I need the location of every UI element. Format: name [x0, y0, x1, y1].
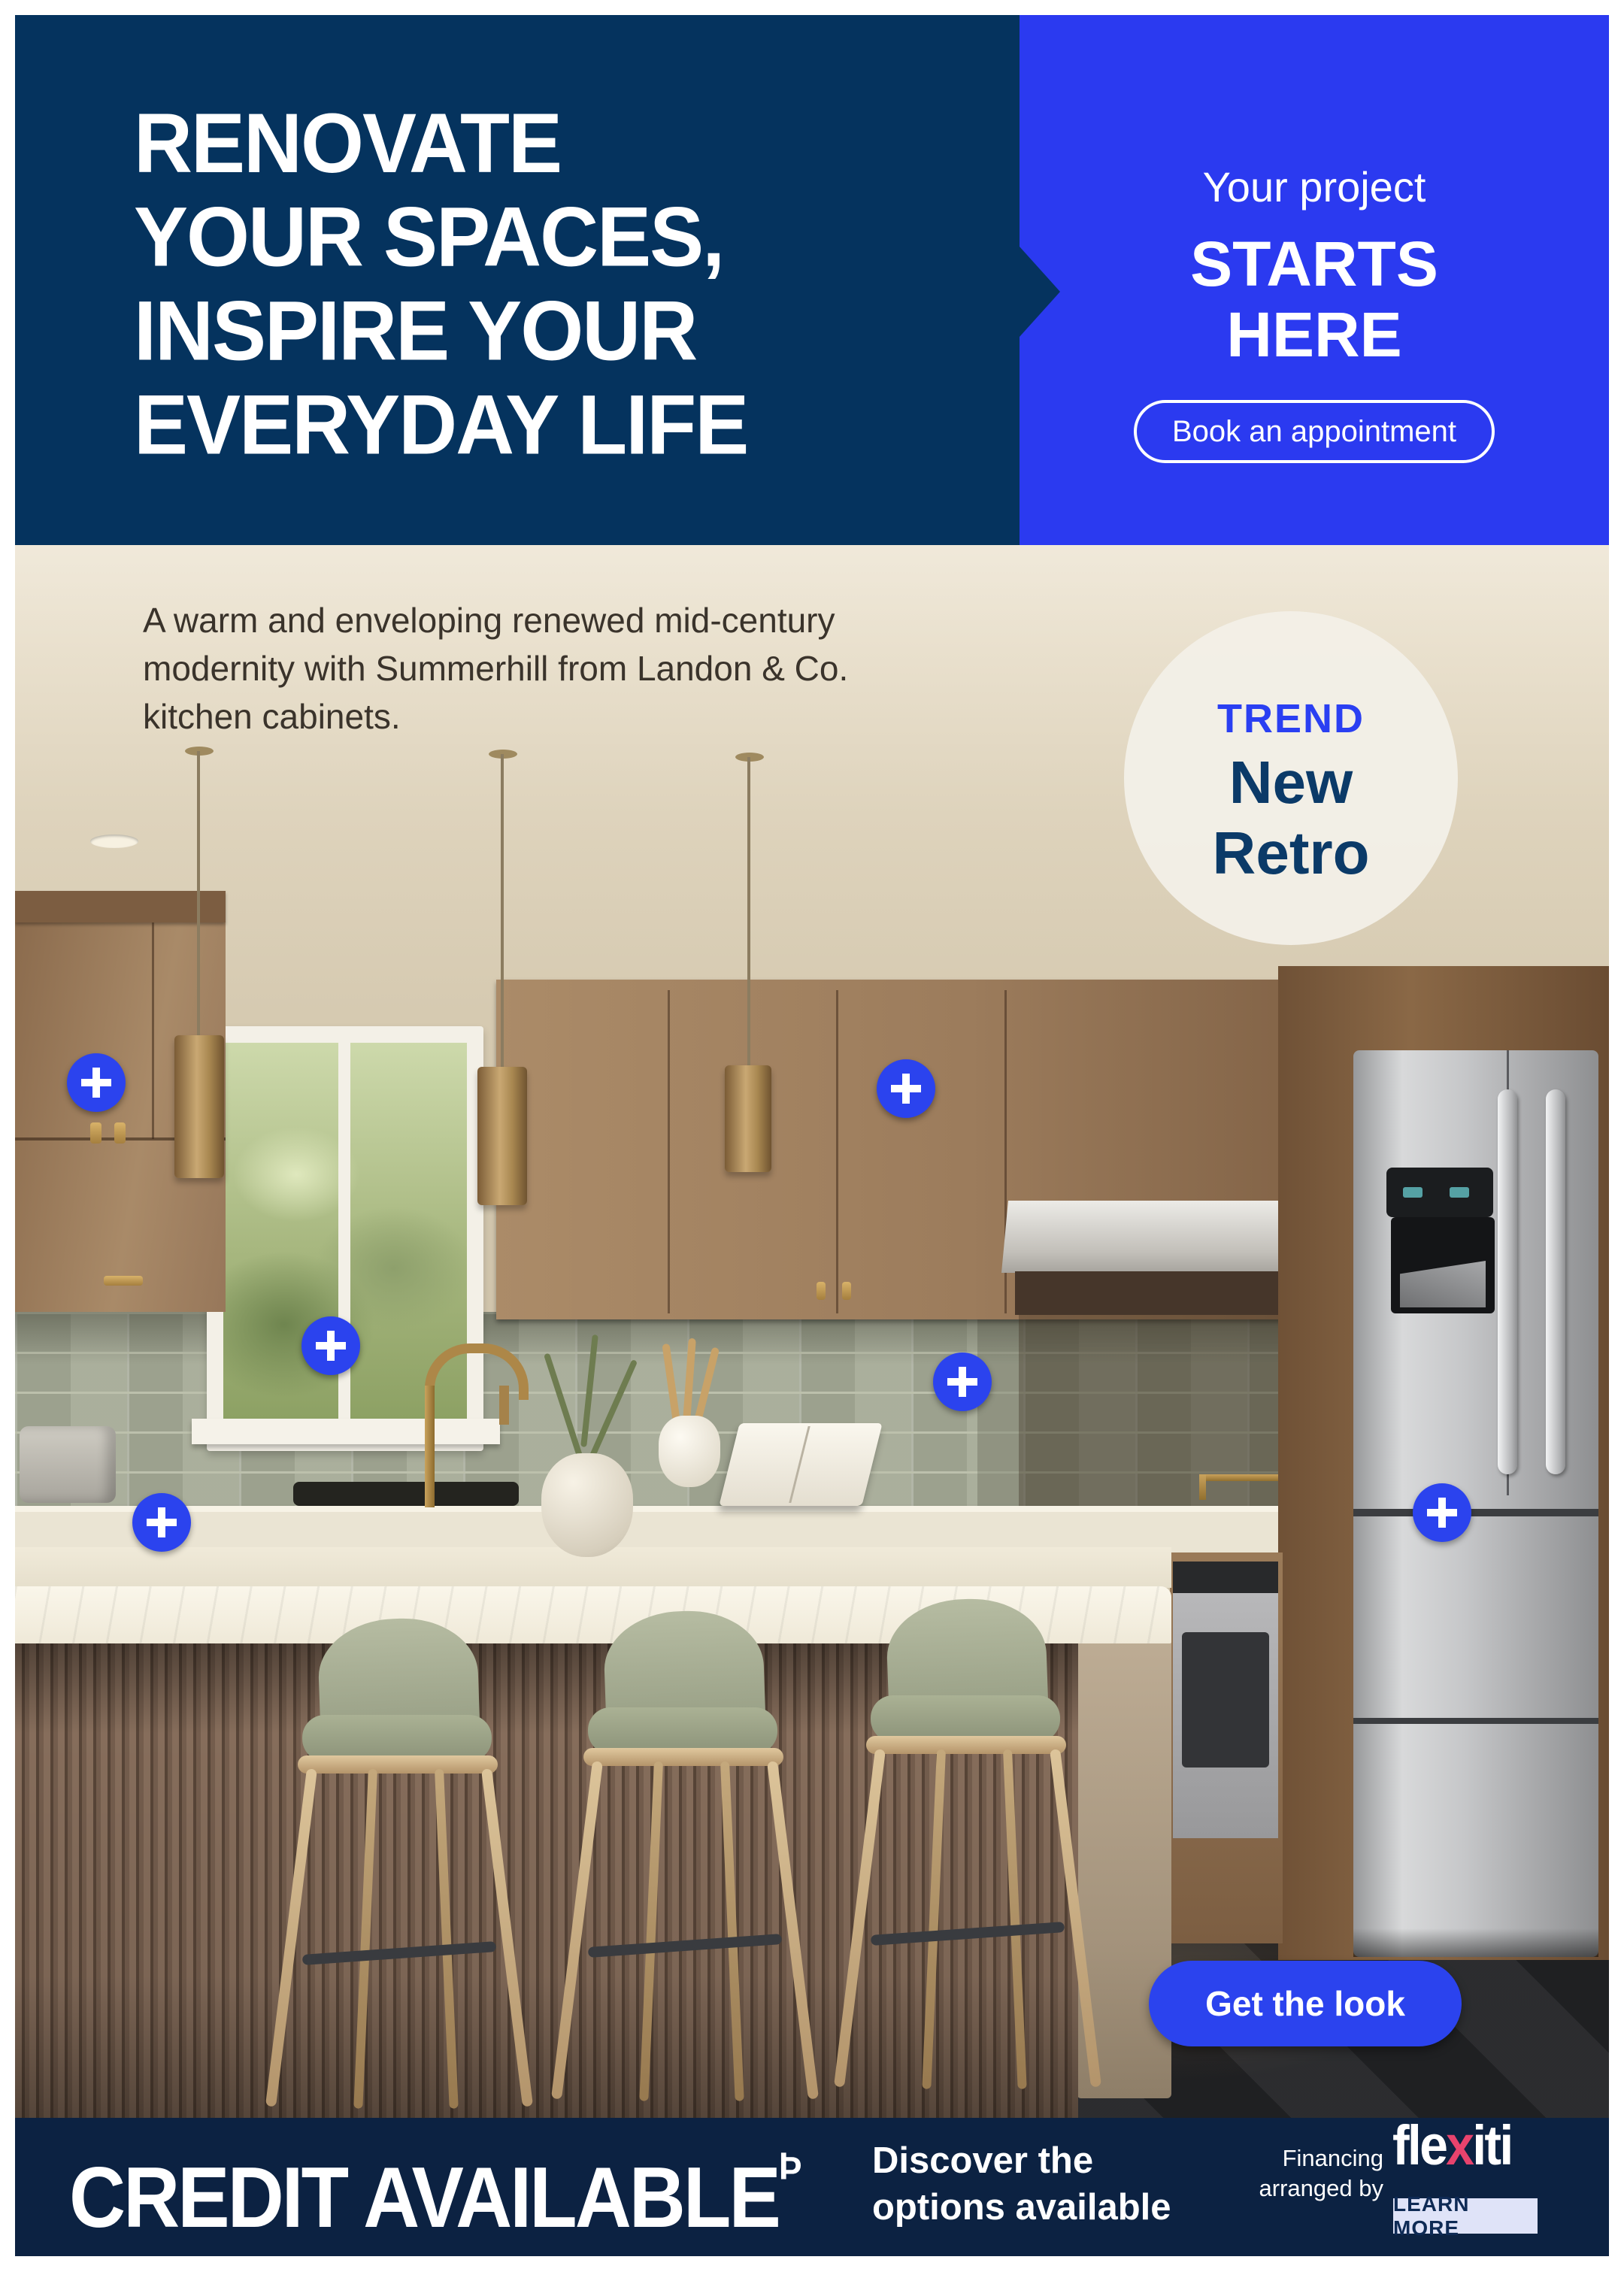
- book-appointment-button[interactable]: [1134, 400, 1495, 463]
- plus-icon: [92, 1068, 100, 1098]
- financing-line2: arranged by: [1259, 2175, 1383, 2201]
- credit-legal-symbol: Þ: [778, 2144, 802, 2188]
- learn-more-label: LEARN MORE: [1393, 2192, 1470, 2240]
- stool-seat: [588, 1707, 777, 1754]
- cookbook: [719, 1423, 882, 1506]
- recessed-light: [90, 835, 138, 848]
- financing-line1: Financing: [1282, 2145, 1383, 2171]
- fridge-display: [1450, 1187, 1469, 1198]
- project-title-line1: STARTS: [1190, 229, 1438, 299]
- stool-frame: [298, 1755, 498, 1774]
- project-title-line2: HERE: [1226, 299, 1402, 370]
- credit-available-label: CREDIT AVAILABLE: [69, 2149, 779, 2246]
- cabinet-knob: [90, 1122, 102, 1144]
- stool-frame: [583, 1748, 783, 1766]
- product-hotspot[interactable]: [67, 1053, 126, 1112]
- bar-stool: [565, 1611, 806, 2118]
- pendant-cord: [197, 751, 200, 1038]
- stool-leg: [435, 1769, 459, 2109]
- photo-caption-line2: modernity with Summerhill from Landon & Co.: [143, 649, 849, 688]
- freezer-drawer-gap: [1353, 1718, 1598, 1724]
- plus-icon: [1438, 1498, 1446, 1528]
- cabinet-door-seam: [668, 990, 670, 1313]
- project-panel: [1020, 15, 1609, 545]
- fridge-handle: [1498, 1089, 1517, 1474]
- pendant-cord: [501, 754, 504, 1070]
- cabinet-knob: [114, 1122, 126, 1144]
- discover-options-text: [872, 2137, 1171, 2231]
- faucet-column: [425, 1386, 435, 1507]
- project-eyebrow: Your project: [1202, 163, 1426, 211]
- stool-footrail: [302, 1941, 496, 1965]
- stool-leg: [1003, 1749, 1027, 2089]
- cabinet-crown: [15, 891, 226, 922]
- pendant-light: [174, 1035, 224, 1178]
- stool-frame: [866, 1736, 1066, 1754]
- discover-line1: Discover the: [872, 2140, 1094, 2181]
- cabinet-door-seam: [836, 990, 838, 1313]
- fridge-base-shadow: [1353, 1928, 1598, 1957]
- financing-arranged-text: [1203, 2143, 1383, 2204]
- hero-headline-line1: RENOVATE: [134, 95, 562, 190]
- product-hotspot[interactable]: [933, 1353, 992, 1411]
- stool-seat: [871, 1695, 1060, 1742]
- fridge-control-panel: [1386, 1168, 1493, 1217]
- product-hotspot[interactable]: [877, 1059, 935, 1118]
- stool-leg: [922, 1749, 946, 2089]
- stool-footrail: [588, 1934, 782, 1958]
- hero-headline-line3: INSPIRE YOUR: [134, 283, 697, 378]
- product-hotspot[interactable]: [301, 1316, 360, 1375]
- bar-stool: [280, 1619, 520, 2118]
- flexiti-logo: [1392, 2113, 1511, 2177]
- flexiti-logo-part2: iti: [1472, 2114, 1512, 2176]
- utensil-crock: [659, 1416, 720, 1487]
- trend-badge-line1: New: [1229, 749, 1353, 816]
- stool-leg: [720, 1761, 744, 2101]
- vase: [541, 1453, 633, 1557]
- range-cooktop: [1173, 1562, 1278, 1593]
- trend-badge: [1124, 611, 1458, 945]
- back-counter: [15, 1506, 1353, 1552]
- plus-icon: [327, 1331, 335, 1361]
- product-hotspot[interactable]: [132, 1493, 191, 1552]
- stool-seat: [302, 1715, 492, 1761]
- plus-icon: [902, 1074, 910, 1104]
- oven-window: [1182, 1632, 1269, 1768]
- trend-badge-line2: Retro: [1212, 819, 1370, 886]
- pot-filler-spout: [1199, 1474, 1206, 1500]
- stool-leg: [353, 1769, 377, 2109]
- fridge-door-gap: [1353, 1509, 1598, 1516]
- bar-stool: [848, 1599, 1089, 2110]
- pendant-light: [725, 1065, 771, 1172]
- product-hotspot[interactable]: [1413, 1483, 1471, 1542]
- cabinet-knob: [817, 1282, 826, 1300]
- learn-more-button[interactable]: [1393, 2192, 1538, 2240]
- fridge-display: [1403, 1187, 1423, 1198]
- pendant-cord: [747, 757, 750, 1067]
- book-appointment-label: Book an appointment: [1171, 414, 1457, 448]
- project-title: [1020, 229, 1609, 370]
- photo-caption-line3: kitchen cabinets.: [143, 697, 401, 736]
- photo-caption: [143, 596, 848, 741]
- discover-line2: options available: [872, 2187, 1171, 2228]
- kitchen-sink: [293, 1482, 519, 1506]
- hero-headline-line4: EVERYDAY LIFE: [134, 377, 748, 472]
- cabinet-door-seam: [152, 922, 154, 1139]
- trend-badge-label: TREND: [1217, 696, 1365, 741]
- cabinet-pull: [104, 1276, 143, 1286]
- credit-available-text: [69, 2143, 802, 2248]
- credit-banner: [15, 2114, 1609, 2256]
- get-the-look-label: Get the look: [1205, 1984, 1405, 2023]
- flexiti-logo-part1: fle: [1392, 2114, 1447, 2176]
- stool-leg: [639, 1761, 663, 2101]
- kitchen-photo: [15, 545, 1609, 2118]
- hero-headline: [134, 96, 747, 471]
- fridge-handle: [1546, 1089, 1565, 1474]
- plus-icon: [158, 1507, 165, 1537]
- get-the-look-button[interactable]: [1149, 1961, 1462, 2046]
- photo-caption-line1: A warm and enveloping renewed mid-century: [143, 601, 835, 640]
- flexiti-logo-accent: x: [1446, 2114, 1473, 2176]
- toaster: [20, 1426, 116, 1503]
- stool-footrail: [871, 1922, 1065, 1946]
- hero-headline-line2: YOUR SPACES,: [134, 189, 724, 284]
- window-sill: [192, 1419, 500, 1444]
- faucet-spout: [499, 1386, 509, 1425]
- pendant-light: [477, 1067, 527, 1205]
- plus-icon: [959, 1367, 966, 1397]
- cabinet-knob: [842, 1282, 851, 1300]
